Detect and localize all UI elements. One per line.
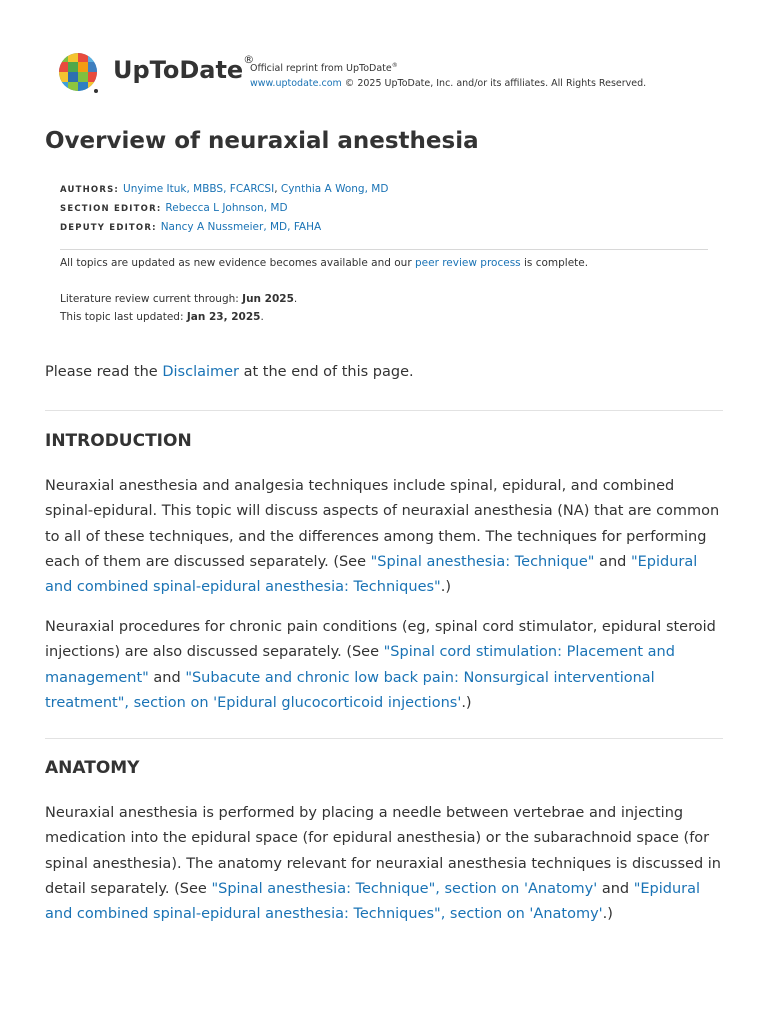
link-spinal-anesthesia-anatomy[interactable]: "Spinal anesthesia: Technique", section on 'Anatomy' bbox=[211, 880, 598, 897]
section-editor-link[interactable]: Rebecca L Johnson, MD bbox=[165, 202, 288, 214]
introduction-paragraph-1: Neuraxial anesthesia and analgesia techniques include spinal, epidural, and combined spinal-epidural. This topic will discuss aspects of neuraxial anesthesia (NA) that are common to all of these techniques, and the differences among them. The techniques for performing each of them are discussed separately. (See "Spinal anesthesia: Technique" and "Epidural and combined spinal-epidural anesthesia: Techniques".) bbox=[45, 478, 720, 596]
introduction-paragraph-2: Neuraxial procedures for chronic pain conditions (eg, spinal cord stimulator, epidural steroid injections) are also discussed separately. (See "Spinal cord stimulation: Placement and management" and "Subacute and chronic low back pain: Nonsurgical interventional treatment", section on 'Epidural glucocorticoid injections'.) bbox=[45, 619, 716, 711]
anatomy-paragraph-1: Neuraxial anesthesia is performed by placing a needle between vertebrae and injecting medication into the epidural space (for epidural anesthesia) or the subarachnoid space (for spinal anesthesia). The anatomy relevant for neuraxial anesthesia techniques is discussed in detail separately. (See "Spinal anesthesia: Technique", section on 'Anatomy' and "Epidural and combined spinal-epidural anesthesia: Techniques", section on 'Anatomy'.) bbox=[45, 805, 721, 923]
peer-review-link[interactable]: peer review process bbox=[414, 257, 521, 269]
link-epidural-cse-techniques[interactable]: "Epidural and combined spinal-epidural anesthesia: Techniques" bbox=[45, 553, 698, 596]
author-info bbox=[60, 180, 388, 237]
authors-label: AUTHORS: bbox=[60, 185, 120, 195]
section-heading-anatomy: ANATOMY bbox=[45, 758, 140, 778]
deputy-editor-row bbox=[60, 218, 388, 237]
section-divider bbox=[45, 410, 723, 411]
updated-date: Jan 23, 2025 bbox=[186, 311, 261, 323]
disclaimer-note: Please read the Disclaimer at the end of this page. bbox=[45, 364, 414, 380]
authors-row: AUTHORS: Unyime Ituk, MBBS, FCARCSI, Cynthia A Wong, MD bbox=[60, 183, 389, 195]
section-heading-introduction: INTRODUCTION bbox=[45, 431, 192, 451]
literature-review-info: Literature review current through: Jun 2025. This topic last updated: Jan 23, 2025. bbox=[60, 293, 298, 323]
link-spinal-cord-stimulation[interactable]: "Spinal cord stimulation: Placement and management" bbox=[45, 644, 675, 686]
link-low-back-pain-treatment[interactable]: "Subacute and chronic low back pain: Nonsurgical interventional treatment", section on 'Epidural glucocorticoid injections' bbox=[45, 669, 655, 711]
link-spinal-anesthesia-technique[interactable]: "Spinal anesthesia: Technique" bbox=[370, 553, 595, 570]
link-epidural-anatomy[interactable]: "Epidural and combined spinal-epidural anesthesia: Techniques", section on 'Anatomy' bbox=[45, 880, 701, 923]
section-editor-row bbox=[60, 199, 388, 218]
disclaimer-link[interactable]: Disclaimer bbox=[162, 364, 240, 380]
update-note: All topics are updated as new evidence becomes available and our peer review process is complete. bbox=[60, 257, 589, 269]
page-title: Overview of neuraxial anesthesia bbox=[45, 128, 479, 154]
deputy-editor-label: DEPUTY EDITOR: bbox=[60, 223, 157, 233]
section-divider bbox=[45, 738, 723, 739]
page-header bbox=[58, 52, 718, 96]
deputy-editor-link[interactable]: Nancy A Nussmeier, MD, FAHA bbox=[160, 221, 322, 233]
logo-wordmark: UpToDate® bbox=[113, 53, 255, 84]
reprint-notice: Official reprint from UpToDate® www.uptodate.com © 2025 UpToDate, Inc. and/or its affiliates. All Rights Reserved. bbox=[250, 62, 647, 90]
meta-divider bbox=[60, 249, 708, 250]
uptodate-logo-icon bbox=[58, 52, 100, 94]
author-link-ituk[interactable]: Unyime Ituk, MBBS, FCARCSI bbox=[123, 183, 275, 195]
author-link-wong[interactable]: Cynthia A Wong, MD bbox=[280, 183, 389, 195]
uptodate-site-link[interactable]: www.uptodate.com bbox=[250, 78, 342, 90]
section-editor-label: SECTION EDITOR: bbox=[60, 204, 162, 214]
review-date: Jun 2025 bbox=[242, 293, 294, 305]
